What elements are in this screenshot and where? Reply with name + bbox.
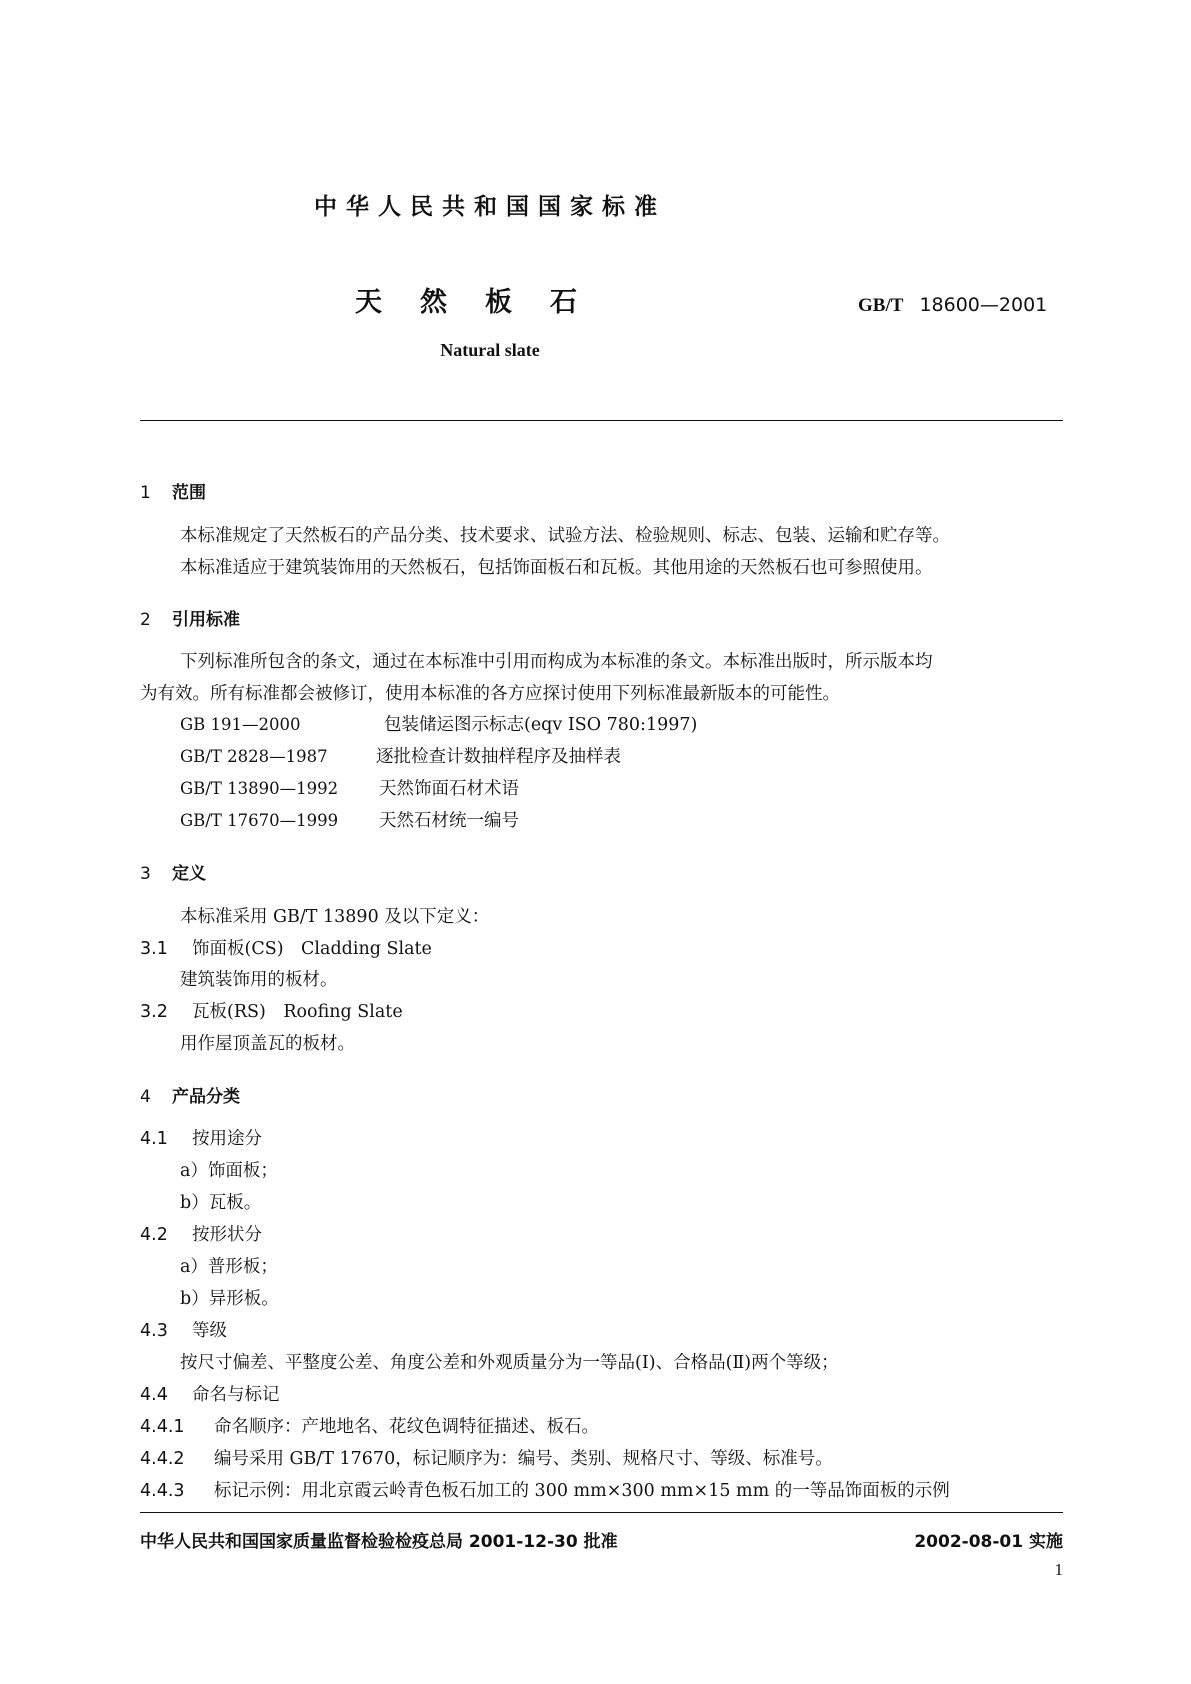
clause-4-1 [140, 1125, 262, 1150]
reference-code: GB/T 2828—1987 [180, 747, 328, 766]
section-1-paragraph-1: 本标准规定了天然板石的产品分类、技术要求、试验方法、检验规则、标志、包装、运输和贮存等。 [180, 526, 950, 546]
standard-org-heading: 中华人民共和国国家标准 [314, 194, 666, 220]
clause-number: 4.4 [140, 1385, 168, 1405]
section-4-heading [140, 1082, 240, 1107]
section-1-heading [140, 478, 206, 503]
section-3-intro: 本标准采用 GB/T 13890 及以下定义： [180, 907, 490, 927]
list-item: a）普形板； [180, 1257, 278, 1277]
definition-term: 瓦板(RS) Roofing Slate [192, 1002, 403, 1022]
definition-3-1-text: 建筑装饰用的板材。 [180, 970, 338, 990]
clause-title: 按用途分 [192, 1129, 262, 1149]
clause-number: 4.1 [140, 1129, 168, 1149]
clause-text: 标记示例：用北京霞云岭青色板石加工的 300 mm×300 mm×15 mm 的一等品饰面板的示例 [214, 1481, 950, 1501]
clause-4-4-3 [140, 1477, 950, 1502]
clause-number: 3.1 [140, 939, 168, 959]
clause-number: 4.4.2 [140, 1449, 185, 1469]
clause-title: 按形状分 [192, 1225, 262, 1245]
standard-prefix: GB/T [858, 295, 904, 316]
reference-code: GB 191—2000 [180, 715, 301, 734]
clause-4-4-2 [140, 1445, 833, 1470]
reference-title: 天然石材统一编号 [379, 811, 519, 831]
section-1-paragraph-2: 本标准适应于建筑装饰用的天然板石，包括饰面板石和瓦板。其他用途的天然板石也可参照使用。 [180, 558, 933, 578]
list-item: a）饰面板； [180, 1161, 278, 1181]
clause-text: 命名顺序：产地地名、花纹色调特征描述、板石。 [214, 1417, 599, 1437]
reference-title: 逐批检查计数抽样程序及抽样表 [376, 747, 621, 767]
section-2-paragraph-line-2: 为有效。所有标准都会被修订，使用本标准的各方应探讨使用下列标准最新版本的可能性。 [140, 684, 840, 704]
definition-3-2-text: 用作屋顶盖瓦的板材。 [180, 1034, 355, 1054]
footer-divider [140, 1512, 1063, 1513]
section-number: 3 [140, 864, 151, 884]
reference-item [180, 775, 519, 803]
page-number: 1 [1054, 1560, 1063, 1579]
section-title: 产品分类 [172, 1087, 240, 1107]
section-2-heading [140, 605, 240, 630]
clause-4-4-1 [140, 1413, 599, 1438]
definition-3-1-term [140, 935, 432, 960]
section-number: 2 [140, 610, 151, 630]
section-title: 范围 [172, 483, 206, 503]
clause-4-2 [140, 1221, 262, 1246]
reference-title: 包装储运图示标志(eqv ISO 780:1997) [384, 715, 698, 735]
section-title: 定义 [172, 864, 206, 884]
header-divider [140, 420, 1063, 421]
section-number: 4 [140, 1087, 151, 1107]
standard-code: 18600—2001 [919, 294, 1048, 316]
clause-number: 4.4.1 [140, 1417, 185, 1437]
clause-number: 4.3 [140, 1321, 168, 1341]
clause-number: 4.2 [140, 1225, 168, 1245]
section-2-paragraph-line-1: 下列标准所包含的条文，通过在本标准中引用而构成为本标准的条文。本标准出版时，所示版本均 [180, 652, 933, 672]
reference-item [180, 807, 519, 835]
clause-title: 等级 [192, 1321, 227, 1341]
definition-term: 饰面板(CS) Cladding Slate [192, 939, 432, 959]
definition-3-2-term [140, 998, 403, 1023]
clause-text: 编号采用 GB/T 17670，标记顺序为：编号、类别、规格尺寸、等级、标准号。 [214, 1449, 833, 1469]
section-title: 引用标准 [172, 610, 240, 630]
clause-4-3 [140, 1317, 227, 1342]
section-3-heading [140, 859, 206, 884]
section-number: 1 [140, 483, 151, 503]
clause-4-4 [140, 1381, 280, 1406]
clause-number: 3.2 [140, 1002, 168, 1022]
document-title: 天然板石 [355, 287, 615, 318]
clause-number: 4.4.3 [140, 1481, 185, 1501]
reference-item [180, 711, 697, 739]
reference-item [180, 743, 621, 771]
english-title: Natural slate [440, 340, 540, 360]
list-item: b）异形板。 [180, 1289, 279, 1309]
reference-code: GB/T 13890—1992 [180, 779, 339, 798]
clause-4-3-text: 按尺寸偏差、平整度公差、角度公差和外观质量分为一等品(Ⅰ)、合格品(Ⅱ)两个等级； [180, 1353, 839, 1373]
reference-code: GB/T 17670—1999 [180, 811, 339, 830]
clause-title: 命名与标记 [192, 1385, 280, 1405]
standard-number [858, 294, 1047, 317]
reference-title: 天然饰面石材术语 [379, 779, 519, 799]
approval-line: 中华人民共和国国家质量监督检验检疫总局 2001-12-30 批准 [140, 1532, 618, 1552]
effective-date: 2002-08-01 实施 [914, 1532, 1063, 1552]
list-item: b）瓦板。 [180, 1193, 262, 1213]
